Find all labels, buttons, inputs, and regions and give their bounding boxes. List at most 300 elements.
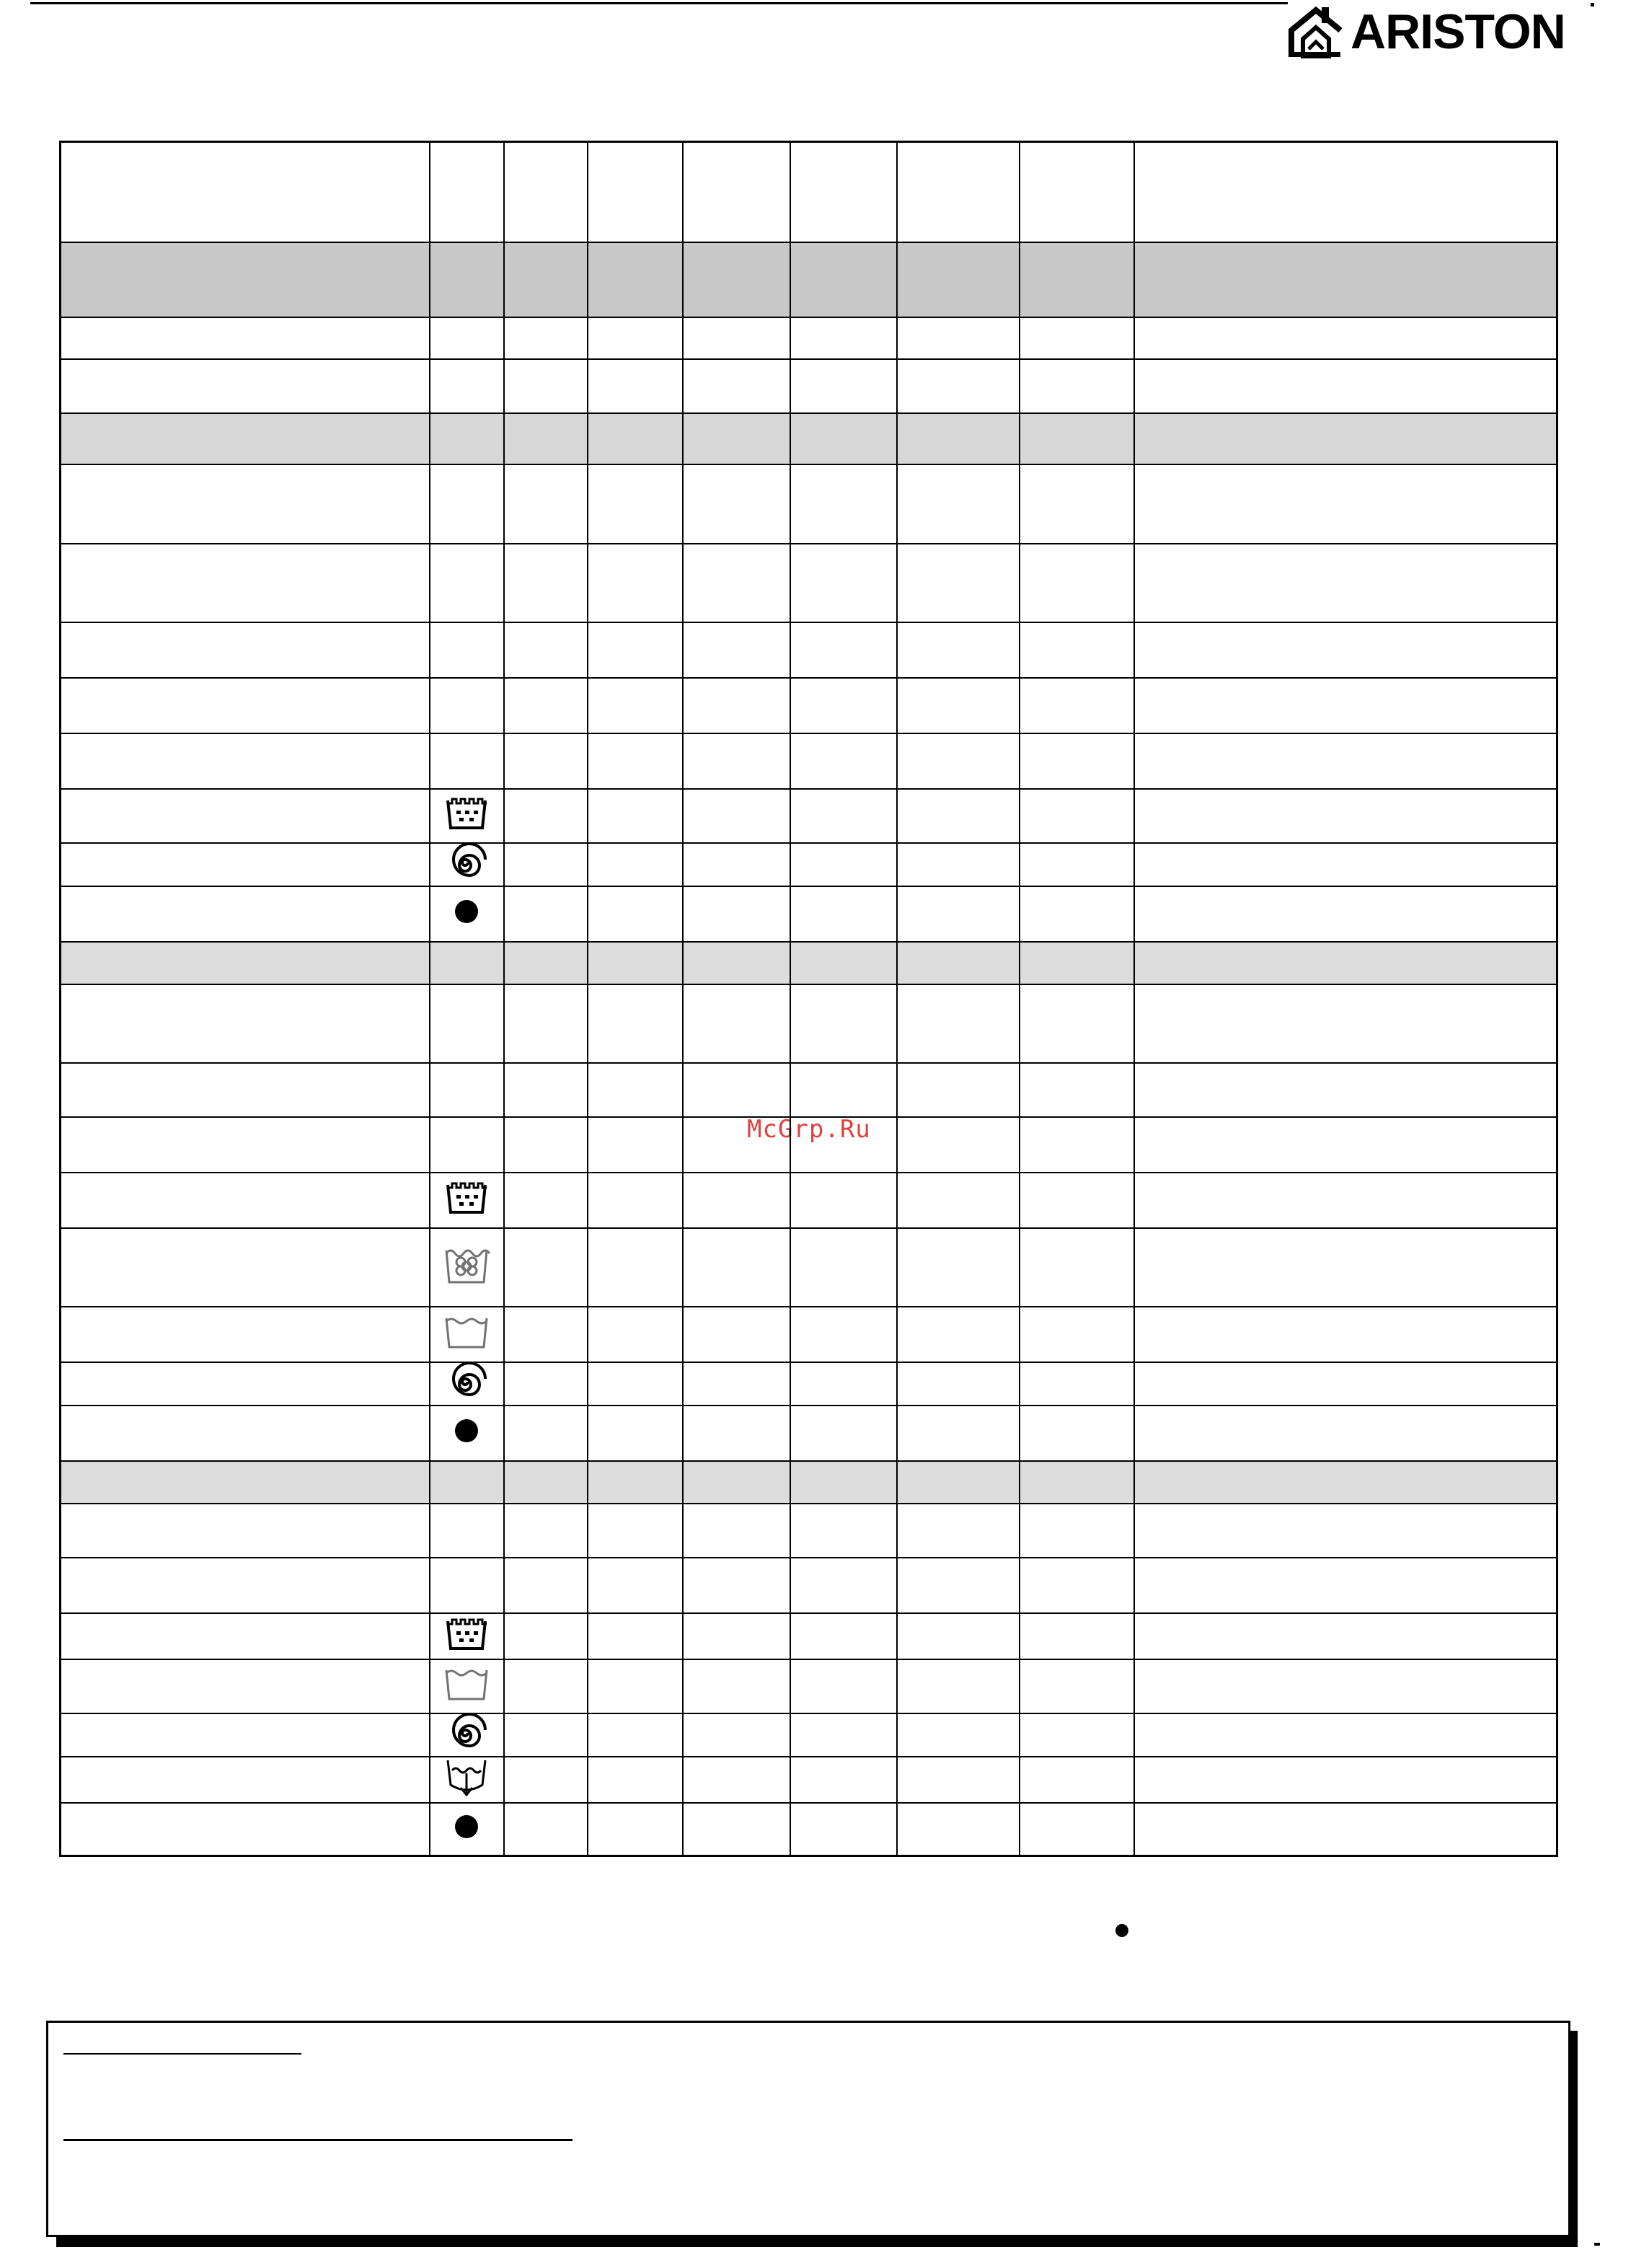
value-cell: [588, 1117, 683, 1173]
row-label-cell: [61, 789, 430, 843]
value-cell: [790, 1362, 897, 1406]
row-label-cell: [61, 1406, 430, 1461]
table-row: [61, 984, 1557, 1063]
value-cell: [588, 1461, 683, 1504]
symbol-cell: [430, 1504, 504, 1558]
value-cell: [588, 544, 683, 622]
value-cell: [588, 1613, 683, 1659]
rinse-icon: [442, 1664, 491, 1708]
value-cell: [683, 544, 790, 622]
value-cell: [897, 1803, 1020, 1856]
row-label-cell: [61, 1461, 430, 1504]
prewash-icon: [443, 796, 490, 835]
value-cell: [588, 789, 683, 843]
row-label-cell: [61, 242, 430, 317]
value-cell: [683, 1713, 790, 1757]
table-row: [61, 1117, 1557, 1173]
notes-cell: [1134, 1173, 1557, 1228]
value-cell: [897, 1307, 1020, 1362]
brand-logo: [1287, 4, 1597, 59]
symbol-cell: [430, 413, 504, 464]
value-cell: [683, 622, 790, 678]
programme-table: [59, 141, 1558, 1857]
top-rule: [30, 2, 1288, 4]
value-cell: [504, 1307, 588, 1362]
notes-cell: [1134, 1307, 1557, 1362]
end-dot-icon: [452, 1416, 481, 1450]
value-cell: [504, 1613, 588, 1659]
value-cell: [683, 142, 790, 242]
value-cell: [1020, 1659, 1134, 1713]
row-label-cell: [61, 464, 430, 544]
value-cell: [790, 843, 897, 886]
notes-cell: [1134, 733, 1557, 789]
table-row: [61, 1757, 1557, 1803]
value-cell: [683, 843, 790, 886]
value-cell: [683, 789, 790, 843]
value-cell: [588, 984, 683, 1063]
table-row: [61, 789, 1557, 843]
value-cell: [683, 317, 790, 359]
value-cell: [683, 1173, 790, 1228]
value-cell: [897, 789, 1020, 843]
value-cell: [683, 1757, 790, 1803]
value-cell: [790, 359, 897, 413]
value-cell: [1020, 1613, 1134, 1659]
prewash-icon: [443, 1617, 490, 1656]
notes-cell: [1134, 1063, 1557, 1117]
notes-cell: [1134, 1504, 1557, 1558]
symbol-cell: [430, 242, 504, 317]
symbol-cell: [430, 1117, 504, 1173]
value-cell: [683, 1659, 790, 1713]
value-cell: [588, 1757, 683, 1803]
value-cell: [1020, 1558, 1134, 1613]
notes-cell: [1134, 1713, 1557, 1757]
row-label-cell: [61, 413, 430, 464]
spin-icon: [443, 1363, 490, 1405]
value-cell: [790, 1117, 897, 1173]
house-logo-icon: [1287, 4, 1346, 59]
brand-name: ARISTON: [1351, 4, 1565, 59]
row-label-cell: [61, 678, 430, 733]
symbol-cell: [430, 1406, 504, 1461]
value-cell: [1020, 789, 1134, 843]
notes-cell: [1134, 622, 1557, 678]
value-cell: [504, 942, 588, 984]
row-label-cell: [61, 142, 430, 242]
value-cell: [683, 413, 790, 464]
value-cell: [504, 733, 588, 789]
row-label-cell: [61, 1228, 430, 1307]
value-cell: [790, 413, 897, 464]
row-label-cell: [61, 1362, 430, 1406]
symbol-cell: [430, 942, 504, 984]
table-section-row: [61, 413, 1557, 464]
value-cell: [1020, 317, 1134, 359]
value-cell: [1020, 1757, 1134, 1803]
row-label-cell: [61, 359, 430, 413]
value-cell: [790, 1613, 897, 1659]
notes-cell: [1134, 1558, 1557, 1613]
value-cell: [897, 1173, 1020, 1228]
value-cell: [1020, 1228, 1134, 1307]
value-cell: [588, 317, 683, 359]
value-cell: [897, 464, 1020, 544]
value-cell: [1020, 678, 1134, 733]
notes-cell: [1134, 1228, 1557, 1307]
value-cell: [683, 1613, 790, 1659]
row-label-cell: [61, 1504, 430, 1558]
value-cell: [588, 464, 683, 544]
table-row: [61, 1063, 1557, 1117]
value-cell: [588, 622, 683, 678]
value-cell: [790, 733, 897, 789]
value-cell: [588, 1659, 683, 1713]
notes-cell: [1134, 1117, 1557, 1173]
value-cell: [683, 359, 790, 413]
value-cell: [1020, 242, 1134, 317]
symbol-cell: [430, 886, 504, 942]
value-cell: [1020, 1406, 1134, 1461]
value-cell: [504, 1504, 588, 1558]
end-dot-icon: [452, 897, 481, 930]
note-underline-short: [63, 2053, 301, 2055]
value-cell: [897, 359, 1020, 413]
value-cell: [504, 1659, 588, 1713]
row-label-cell: [61, 1659, 430, 1713]
symbol-cell: [430, 843, 504, 886]
value-cell: [1020, 1504, 1134, 1558]
value-cell: [790, 1713, 897, 1757]
value-cell: [897, 678, 1020, 733]
symbol-cell: [430, 1613, 504, 1659]
table-row: [61, 1558, 1557, 1613]
value-cell: [897, 242, 1020, 317]
value-cell: [683, 1307, 790, 1362]
value-cell: [504, 1362, 588, 1406]
notes-cell: [1134, 142, 1557, 242]
value-cell: [588, 1063, 683, 1117]
value-cell: [1020, 544, 1134, 622]
value-cell: [790, 1406, 897, 1461]
value-cell: [504, 1063, 588, 1117]
value-cell: [897, 622, 1020, 678]
table-row: [61, 1613, 1557, 1659]
symbol-cell: [430, 544, 504, 622]
value-cell: [504, 413, 588, 464]
value-cell: [588, 359, 683, 413]
value-cell: [897, 1713, 1020, 1757]
value-cell: [504, 622, 588, 678]
value-cell: [588, 942, 683, 984]
symbol-cell: [430, 1362, 504, 1406]
table-row: [61, 1307, 1557, 1362]
value-cell: [683, 1228, 790, 1307]
symbol-cell: [430, 317, 504, 359]
notes-cell: [1134, 1659, 1557, 1713]
row-label-cell: [61, 1063, 430, 1117]
notes-cell: [1134, 242, 1557, 317]
value-cell: [1020, 733, 1134, 789]
symbol-cell: [430, 1558, 504, 1613]
value-cell: [588, 1362, 683, 1406]
value-cell: [683, 1406, 790, 1461]
value-cell: [1020, 1461, 1134, 1504]
value-cell: [683, 1362, 790, 1406]
table-row: [61, 1362, 1557, 1406]
value-cell: [1020, 622, 1134, 678]
notes-cell: [1134, 886, 1557, 942]
value-cell: [504, 1558, 588, 1613]
value-cell: [588, 1504, 683, 1558]
value-cell: [1020, 464, 1134, 544]
value-cell: [897, 413, 1020, 464]
table-row: [61, 317, 1557, 359]
prewash-icon: [443, 1181, 490, 1219]
table-row: [61, 622, 1557, 678]
value-cell: [588, 886, 683, 942]
value-cell: [588, 413, 683, 464]
row-label-cell: [61, 1713, 430, 1757]
value-cell: [683, 733, 790, 789]
notes-cell: [1134, 1362, 1557, 1406]
table-section-row: [61, 1461, 1557, 1504]
value-cell: [897, 317, 1020, 359]
value-cell: [683, 1117, 790, 1173]
value-cell: [683, 886, 790, 942]
value-cell: [588, 1228, 683, 1307]
symbol-cell: [430, 1307, 504, 1362]
value-cell: [790, 1803, 897, 1856]
value-cell: [897, 1504, 1020, 1558]
value-cell: [790, 1307, 897, 1362]
value-cell: [897, 1117, 1020, 1173]
value-cell: [790, 678, 897, 733]
value-cell: [588, 1307, 683, 1362]
row-label-cell: [61, 733, 430, 789]
value-cell: [897, 1406, 1020, 1461]
notes-cell: [1134, 1757, 1557, 1803]
value-cell: [790, 984, 897, 1063]
value-cell: [504, 1406, 588, 1461]
table-row: [61, 1803, 1557, 1856]
value-cell: [504, 1713, 588, 1757]
bullet-dot-icon: [1115, 1924, 1128, 1937]
symbol-cell: [430, 1228, 504, 1307]
table-row: [61, 843, 1557, 886]
row-label-cell: [61, 942, 430, 984]
symbol-cell: [430, 1659, 504, 1713]
value-cell: [683, 1504, 790, 1558]
value-cell: [790, 1228, 897, 1307]
value-cell: [504, 1803, 588, 1856]
softener-icon: [442, 1243, 491, 1291]
value-cell: [790, 1757, 897, 1803]
value-cell: [683, 464, 790, 544]
symbol-cell: [430, 622, 504, 678]
value-cell: [588, 1558, 683, 1613]
symbol-cell: [430, 1063, 504, 1117]
end-dot-icon: [452, 1812, 481, 1845]
value-cell: [504, 544, 588, 622]
table-row: [61, 733, 1557, 789]
symbol-cell: [430, 464, 504, 544]
row-label-cell: [61, 1613, 430, 1659]
symbol-cell: [430, 1803, 504, 1856]
symbol-cell: [430, 142, 504, 242]
value-cell: [1020, 942, 1134, 984]
value-cell: [504, 359, 588, 413]
value-cell: [588, 843, 683, 886]
value-cell: [790, 1558, 897, 1613]
notes-cell: [1134, 413, 1557, 464]
notes-cell: [1134, 1406, 1557, 1461]
value-cell: [790, 1461, 897, 1504]
table-row: [61, 1713, 1557, 1757]
value-cell: [1020, 1173, 1134, 1228]
spin-icon: [443, 1714, 490, 1756]
value-cell: [790, 464, 897, 544]
value-cell: [683, 1461, 790, 1504]
page-rule: [1594, 2243, 1600, 2246]
value-cell: [1020, 843, 1134, 886]
symbol-cell: [430, 984, 504, 1063]
value-cell: [897, 1063, 1020, 1117]
notes-cell: [1134, 678, 1557, 733]
value-cell: [1020, 1362, 1134, 1406]
notes-cell: [1134, 1803, 1557, 1856]
value-cell: [1020, 1063, 1134, 1117]
notes-cell: [1134, 317, 1557, 359]
row-label-cell: [61, 843, 430, 886]
value-cell: [1020, 1803, 1134, 1856]
row-label-cell: [61, 317, 430, 359]
value-cell: [790, 789, 897, 843]
notes-cell: [1134, 544, 1557, 622]
value-cell: [897, 843, 1020, 886]
value-cell: [504, 843, 588, 886]
table-section-row: [61, 942, 1557, 984]
value-cell: [897, 1613, 1020, 1659]
symbol-cell: [430, 1461, 504, 1504]
notes-cell: [1134, 464, 1557, 544]
symbol-cell: [430, 359, 504, 413]
table-row: [61, 886, 1557, 942]
value-cell: [897, 142, 1020, 242]
value-cell: [1020, 1713, 1134, 1757]
notes-cell: [1134, 984, 1557, 1063]
row-label-cell: [61, 1307, 430, 1362]
value-cell: [504, 142, 588, 242]
symbol-cell: [430, 1173, 504, 1228]
value-cell: [790, 886, 897, 942]
note-underline-long: [63, 2139, 573, 2141]
notes-cell: [1134, 789, 1557, 843]
table-row: [61, 544, 1557, 622]
value-cell: [588, 142, 683, 242]
value-cell: [790, 1504, 897, 1558]
value-cell: [897, 1228, 1020, 1307]
value-cell: [897, 1659, 1020, 1713]
value-cell: [504, 886, 588, 942]
rinse-icon: [442, 1312, 491, 1356]
value-cell: [504, 984, 588, 1063]
table-header-row: [61, 142, 1557, 242]
table-row: [61, 464, 1557, 544]
value-cell: [897, 1362, 1020, 1406]
notes-cell: [1134, 359, 1557, 413]
value-cell: [504, 1117, 588, 1173]
symbol-cell: [430, 1757, 504, 1803]
row-label-cell: [61, 984, 430, 1063]
value-cell: [790, 142, 897, 242]
value-cell: [588, 242, 683, 317]
value-cell: [588, 1173, 683, 1228]
value-cell: [790, 1659, 897, 1713]
row-label-cell: [61, 622, 430, 678]
drain-icon: [443, 1757, 490, 1802]
value-cell: [504, 1228, 588, 1307]
value-cell: [588, 733, 683, 789]
value-cell: [1020, 886, 1134, 942]
table-row: [61, 1504, 1557, 1558]
spin-icon: [443, 844, 490, 886]
value-cell: [588, 1406, 683, 1461]
value-cell: [790, 622, 897, 678]
table-row: [61, 1406, 1557, 1461]
value-cell: [1020, 1307, 1134, 1362]
value-cell: [683, 984, 790, 1063]
table-section-row: [61, 242, 1557, 317]
value-cell: [897, 1757, 1020, 1803]
value-cell: [790, 1063, 897, 1117]
value-cell: [683, 942, 790, 984]
value-cell: [683, 242, 790, 317]
row-label-cell: [61, 544, 430, 622]
value-cell: [1020, 142, 1134, 242]
notes-cell: [1134, 843, 1557, 886]
table-row: [61, 678, 1557, 733]
value-cell: [790, 942, 897, 984]
row-label-cell: [61, 1558, 430, 1613]
value-cell: [504, 1461, 588, 1504]
value-cell: [683, 1063, 790, 1117]
value-cell: [504, 242, 588, 317]
value-cell: [504, 1757, 588, 1803]
value-cell: [897, 942, 1020, 984]
watermark-text: McGrp.Ru: [747, 1115, 871, 1144]
value-cell: [683, 1558, 790, 1613]
symbol-cell: [430, 678, 504, 733]
table-row: [61, 1228, 1557, 1307]
symbol-cell: [430, 733, 504, 789]
value-cell: [504, 678, 588, 733]
notes-cell: [1134, 942, 1557, 984]
value-cell: [790, 544, 897, 622]
value-cell: [897, 544, 1020, 622]
value-cell: [504, 464, 588, 544]
value-cell: [1020, 1117, 1134, 1173]
value-cell: [790, 242, 897, 317]
symbol-cell: [430, 1713, 504, 1757]
value-cell: [504, 789, 588, 843]
notes-cell: [1134, 1461, 1557, 1504]
value-cell: [897, 984, 1020, 1063]
value-cell: [1020, 984, 1134, 1063]
row-label-cell: [61, 1173, 430, 1228]
notes-cell: [1134, 1613, 1557, 1659]
